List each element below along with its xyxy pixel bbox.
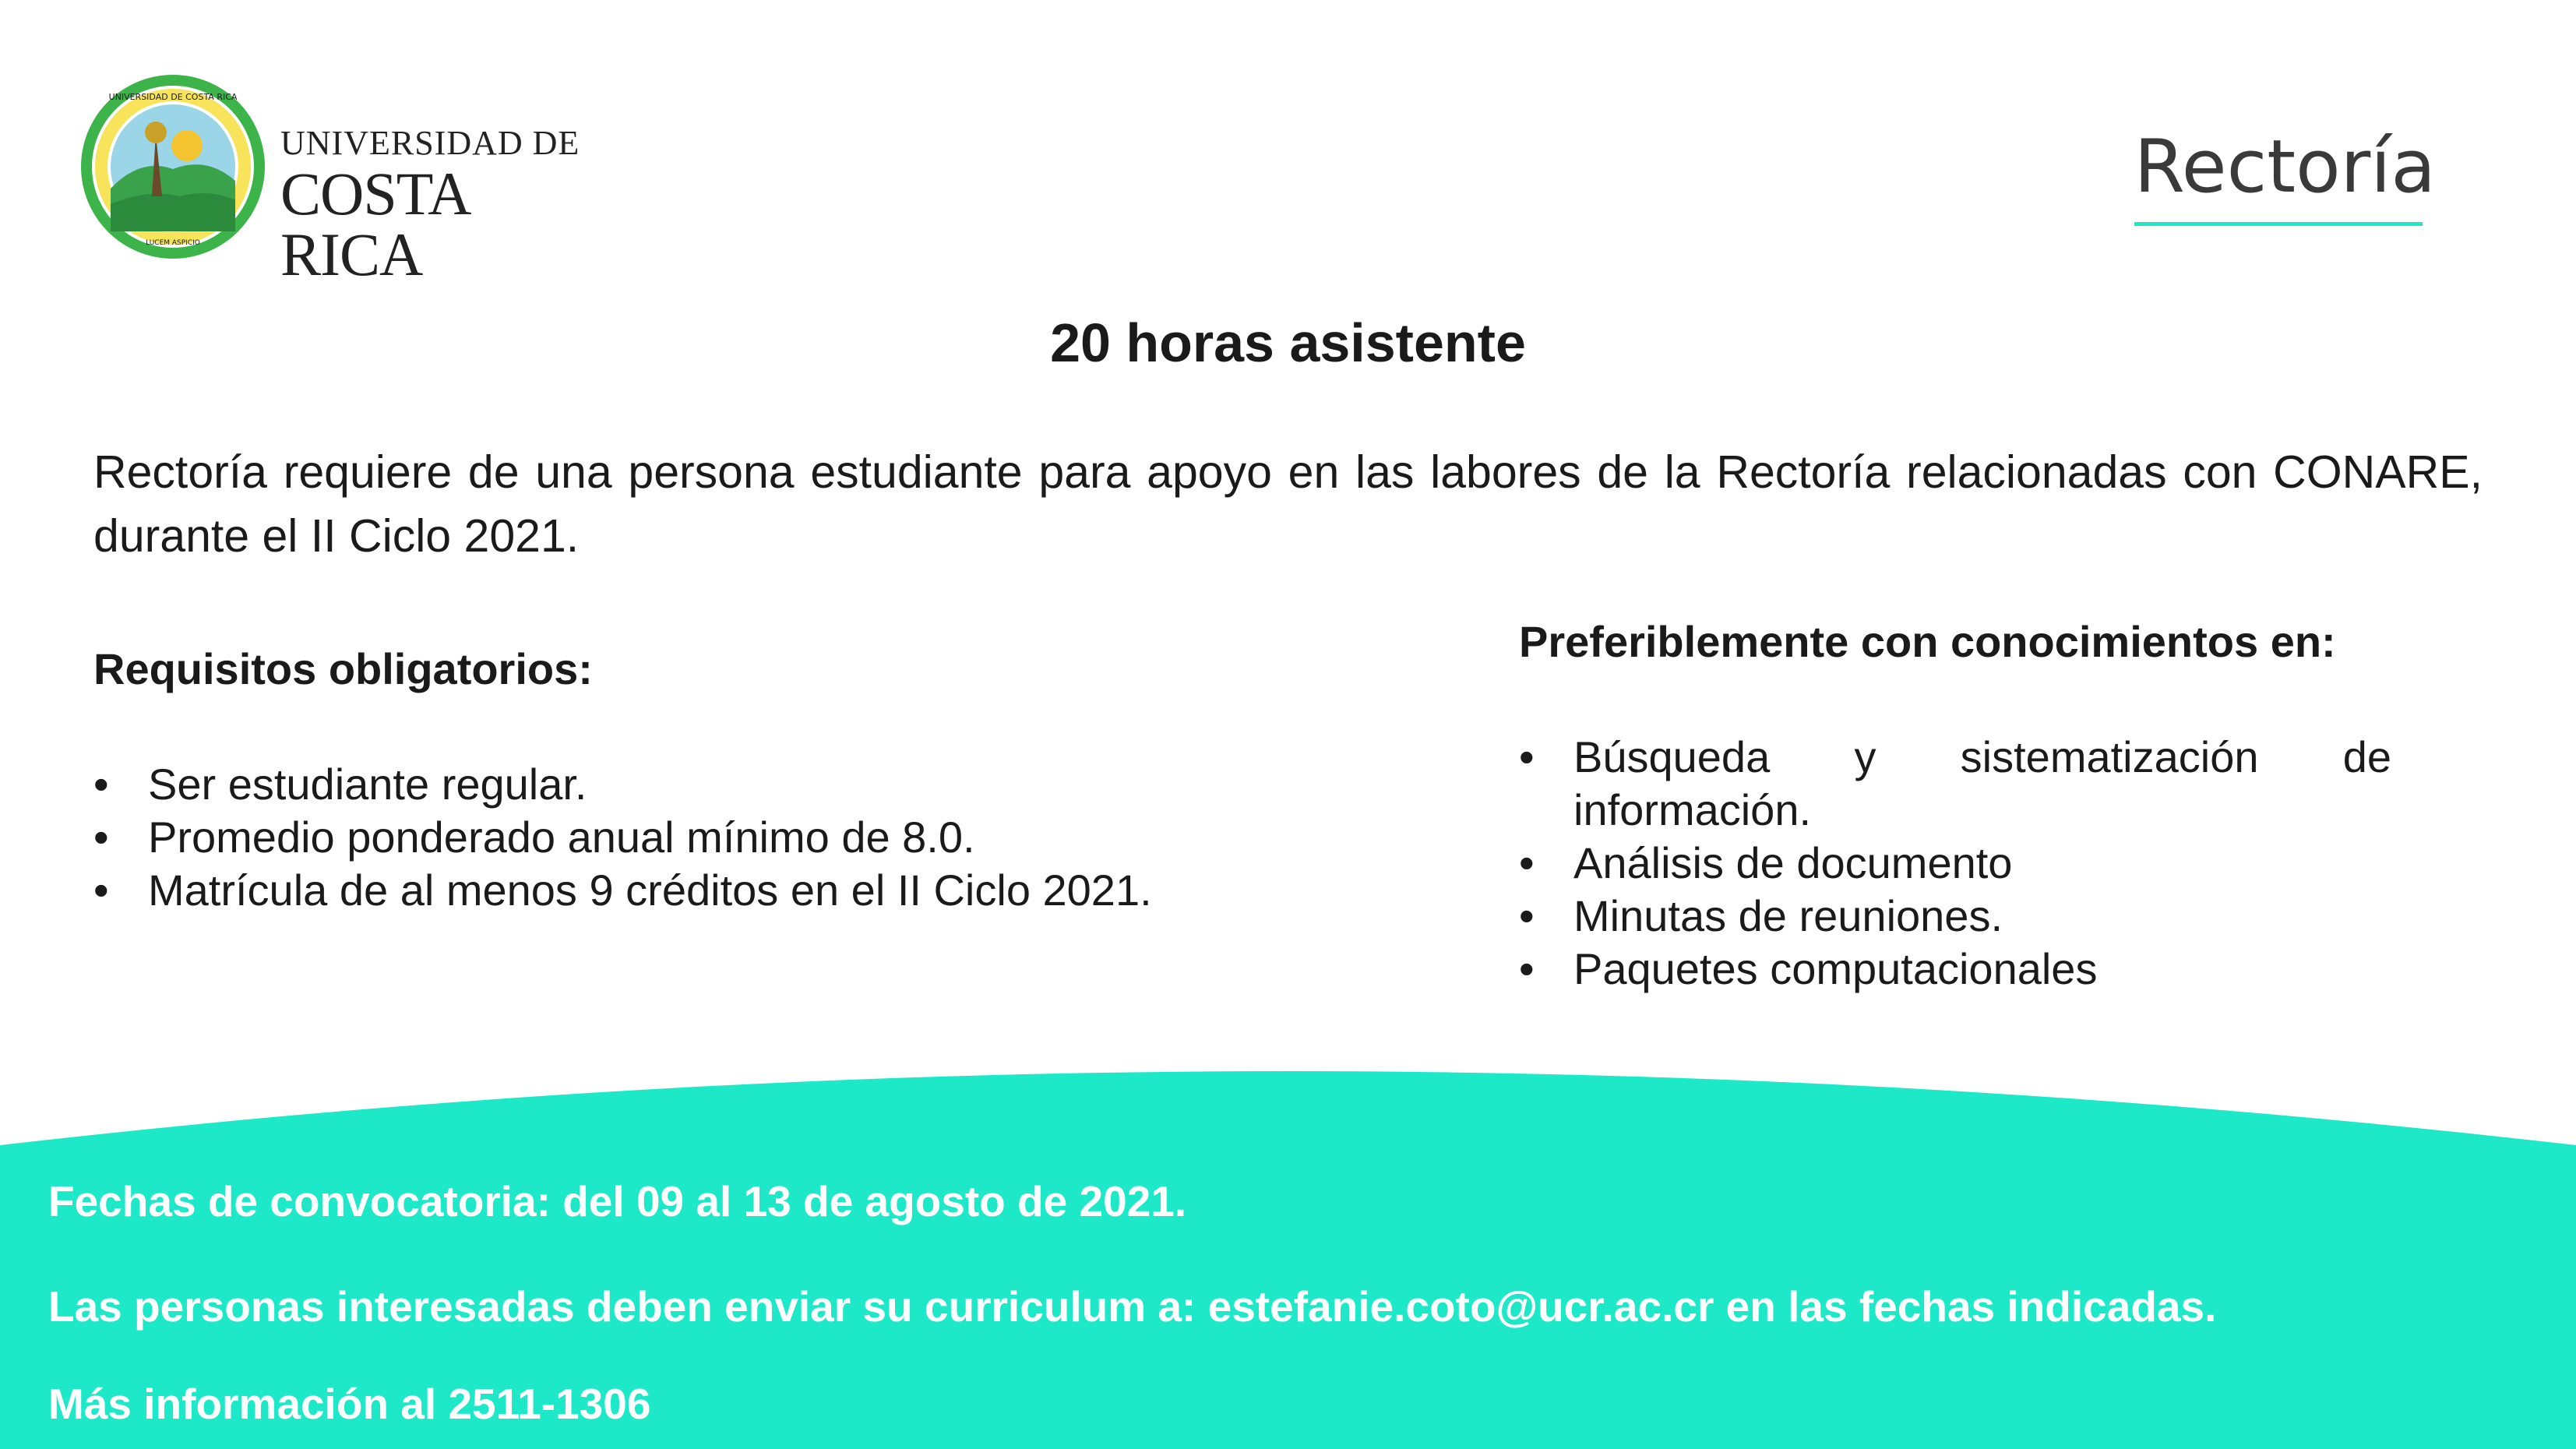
footer-contact: Las personas interesadas deben enviar su curriculum a: estefanie.coto@ucr.ac.cr en las fechas indicadas. bbox=[48, 1282, 2217, 1331]
university-logo bbox=[78, 72, 584, 288]
department-header bbox=[2134, 125, 2436, 226]
seal-top-text: UNIVERSIDAD DE COSTA RICA bbox=[108, 92, 238, 102]
logo-line1: UNIVERSIDAD DE bbox=[280, 124, 580, 162]
footer-band bbox=[0, 1059, 2576, 1449]
page-title: 20 horas asistente bbox=[1050, 312, 1526, 373]
logo-wordmark bbox=[280, 124, 584, 288]
list-item: • Paquetes computacionales bbox=[1519, 943, 2391, 996]
requirements-section bbox=[93, 643, 1340, 917]
list-item: • Minutas de reuniones. bbox=[1519, 890, 2391, 943]
department-underline bbox=[2134, 222, 2423, 226]
requirements-list bbox=[93, 758, 1340, 917]
footer-more-info: Más información al 2511-1306 bbox=[48, 1380, 651, 1428]
intro-paragraph: Rectoría requiere de una persona estudiante para apoyo en las labores de la Rectoría relacionadas con CONARE, durante el II Ciclo 2021. bbox=[93, 446, 2483, 562]
department-label: Rectoría bbox=[2134, 125, 2436, 210]
preferences-list bbox=[1519, 731, 2391, 996]
list-item: • Promedio ponderado anual mínimo de 8.0. bbox=[93, 811, 1340, 864]
university-seal-icon bbox=[78, 72, 269, 263]
list-item: • Ser estudiante regular. bbox=[93, 758, 1340, 811]
footer-dates: Fechas de convocatoria: del 09 al 13 de agosto de 2021. bbox=[48, 1177, 1187, 1225]
list-item: • Búsqueda y sistematización de información. bbox=[1519, 731, 2391, 837]
list-item: • Análisis de documento bbox=[1519, 837, 2391, 890]
seal-motto: LUCEM ASPICIO bbox=[146, 239, 200, 247]
requirements-heading: Requisitos obligatorios: bbox=[93, 644, 593, 693]
preferences-section bbox=[1519, 615, 2391, 996]
preferences-heading: Preferiblemente con conocimientos en: bbox=[1519, 617, 2336, 666]
logo-line2: COSTA RICA bbox=[280, 160, 468, 288]
list-item: • Matrícula de al menos 9 créditos en el II Ciclo 2021. bbox=[93, 864, 1340, 917]
